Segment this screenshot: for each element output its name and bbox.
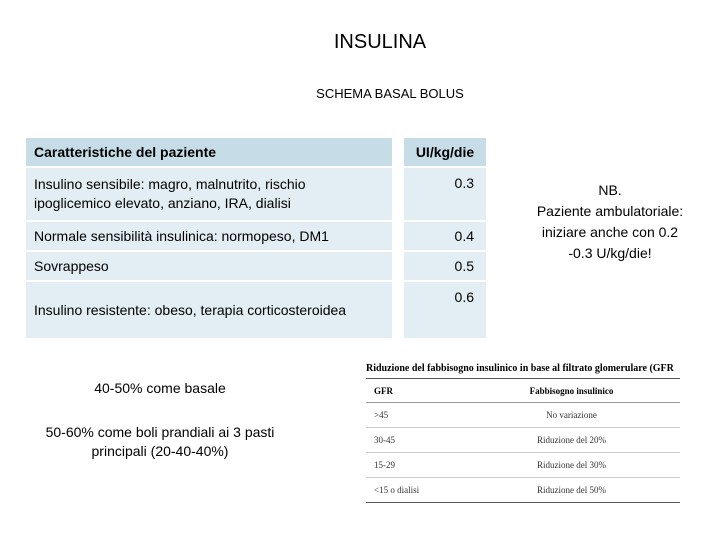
gfr-header-row [366,379,680,403]
table-row [366,403,680,428]
column-header-characteristics: Caratteristiche del paziente [26,138,404,168]
note-line: NB. [598,182,622,198]
outpatient-note [505,180,715,264]
table-row [26,222,486,252]
row-label: Normale sensibilità insulinica: normopeso, DM1 [26,222,404,252]
row-value: 0.3 [404,168,486,222]
gfr-value: 30-45 [366,428,463,453]
note-line: iniziare anche con 0.2 [541,224,679,240]
patient-characteristics-table [26,138,486,340]
table-row [366,453,680,478]
basal-dose-text: 40-50% come basale [94,380,226,396]
gfr-value: >45 [366,403,463,428]
bolus-dose-text: 50-60% come boli prandiali ai 3 pasti principali (20-40-40%) [45,424,275,459]
gfr-value: <15 o dialisi [366,478,463,503]
row-value: 0.5 [404,252,486,282]
table-row [26,168,486,222]
need-value: Riduzione del 50% [463,478,680,503]
table-row [366,428,680,453]
need-value: No variazione [463,403,680,428]
page-title: INSULINA [333,31,427,53]
need-value: Riduzione del 20% [463,428,680,453]
column-header-dose: UI/kg/die [404,138,486,168]
need-value: Riduzione del 30% [463,453,680,478]
row-value: 0.6 [404,282,486,340]
gfr-reduction-table [366,362,680,503]
row-label: Insulino sensibile: magro, malnutrito, rischio ipoglicemico elevato, anziano, IRA, dialisi [26,168,404,222]
row-label: Insulino resistente: obeso, terapia corticosteroidea [26,282,404,340]
row-value: 0.4 [404,222,486,252]
note-line: -0.3 U/kg/die! [568,245,652,261]
need-column-header: Fabbisogno insulinico [463,379,680,403]
gfr-table-caption: Riduzione del fabbisogno insulinico in base al filtrato glomerulare (GFR [366,362,680,379]
page-subtitle: SCHEMA BASAL BOLUS [316,86,464,101]
row-label: Sovrappeso [26,252,404,282]
table-row [366,478,680,503]
table-header-row [26,138,486,168]
table-row [26,282,486,340]
note-line: Paziente ambulatoriale: [536,203,684,219]
gfr-value: 15-29 [366,453,463,478]
gfr-column-header: GFR [366,379,463,403]
table-row [26,252,486,282]
